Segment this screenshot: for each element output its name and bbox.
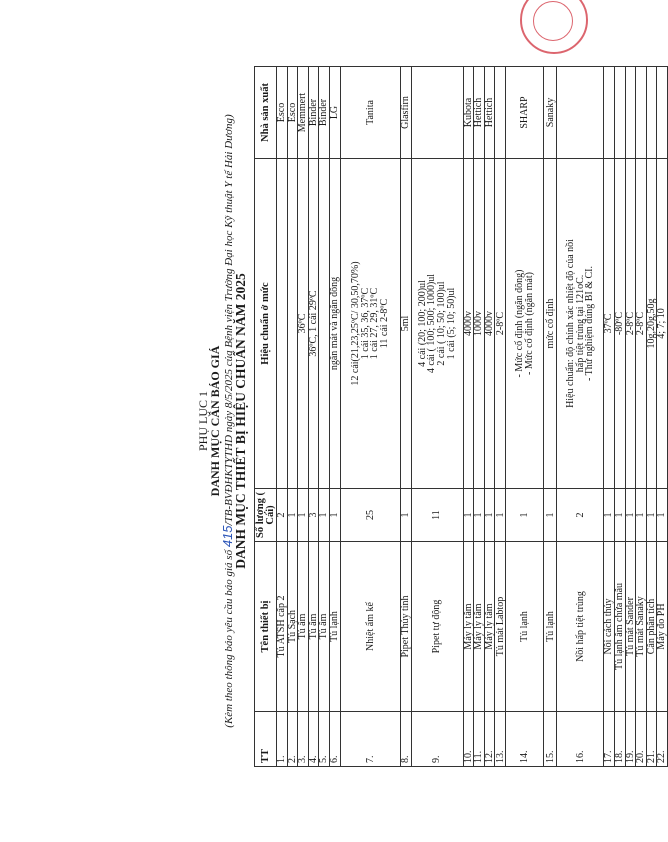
equipment-name: Tủ ấm — [298, 542, 309, 712]
manufacturer: Glasfirn — [400, 67, 411, 159]
table-title: DANH MỤC THIẾT BỊ HIỆU CHUẨN NĂM 2025 — [233, 273, 248, 569]
table-row — [400, 67, 411, 767]
table-row — [604, 67, 615, 767]
calibration-level: 2-8ºC — [625, 159, 636, 489]
row-index: 7. — [340, 712, 400, 767]
row-index: 1. — [277, 712, 288, 767]
table-row — [277, 67, 288, 767]
equipment-name: Nồi cách thủy — [604, 542, 615, 712]
row-index: 9. — [411, 712, 463, 767]
quantity: 25 — [340, 489, 400, 542]
manufacturer: SHARP — [506, 67, 544, 159]
manufacturer — [604, 67, 615, 159]
table-row — [319, 67, 330, 767]
row-index: 8. — [400, 712, 411, 767]
quantity: 1 — [484, 489, 495, 542]
quantity: 3 — [308, 489, 319, 542]
manufacturer — [614, 67, 625, 159]
calibration-level: - Mức cố định (ngăn đông) - Mức cố định (ngăn mát) — [506, 159, 544, 489]
seal-inner-ring — [533, 1, 573, 41]
calibration-level: mức cố định — [544, 159, 557, 489]
equipment-name: Tủ lạnh — [329, 542, 340, 712]
row-index: 12. — [484, 712, 495, 767]
equipment-name: Tủ Sạch — [287, 542, 298, 712]
row-index: 15. — [544, 712, 557, 767]
row-index: 6. — [329, 712, 340, 767]
quantity: 1 — [298, 489, 309, 542]
quantity: 1 — [474, 489, 485, 542]
calibration-level: 37ºC — [604, 159, 615, 489]
calibration-level: 4; 7; 10 — [657, 159, 668, 489]
calibration-level: 4000v — [484, 159, 495, 489]
calibration-level: 5ml — [400, 159, 411, 489]
manufacturer — [636, 67, 647, 159]
row-index: 2. — [287, 712, 298, 767]
equipment-name: Tủ lạnh âm chứa mẫu — [614, 542, 625, 712]
equipment-name: Tủ mát Labtop — [495, 542, 506, 712]
quantity: 1 — [400, 489, 411, 542]
quantity: 1 — [657, 489, 668, 542]
equipment-name: Máy đo PH — [657, 542, 668, 712]
column-header-tt: TT — [255, 712, 277, 767]
row-index: 18. — [614, 712, 625, 767]
row-index: 17. — [604, 712, 615, 767]
row-index: 3. — [298, 712, 309, 767]
manufacturer: Memmert — [298, 67, 309, 159]
manufacturer — [625, 67, 636, 159]
table-row — [614, 67, 625, 767]
equipment-name: Máy ly tâm — [484, 542, 495, 712]
table-row — [544, 67, 557, 767]
calibration-level: 1000v — [474, 159, 485, 489]
note-prefix: (Kèm theo thông báo yêu cầu báo giá số — [223, 547, 235, 728]
note-suffix: /TB-BVĐHKTYTHD ngày 8/5/2025 của Bệnh viện Trường Đại học Kỹ thuật Y tế Hải Dương) — [223, 114, 235, 526]
manufacturer — [411, 67, 463, 159]
table-row — [557, 67, 604, 767]
row-index: 13. — [495, 712, 506, 767]
calibration-level — [287, 159, 298, 489]
table-row — [287, 67, 298, 767]
table-row — [474, 67, 485, 767]
quantity: 2 — [277, 489, 288, 542]
equipment-name: Pipet tự động — [411, 542, 463, 712]
calibration-level: 12 cái(21,23,25ºC/ 30,50,70%) 1 cái 35, 36, 37ºC 1 cái 27, 29, 31ºC 11 cái 2-8ºC — [340, 159, 400, 489]
quantity: 1 — [319, 489, 330, 542]
calibration-level — [319, 159, 330, 489]
quantity: 1 — [506, 489, 544, 542]
manufacturer: Kubota — [463, 67, 474, 159]
equipment-table — [254, 66, 668, 767]
calibration-level: ngăn mát và ngăn đông — [329, 159, 340, 489]
column-header-maker: Nhà sản xuất — [255, 67, 277, 159]
document-title: DANH MỤC CẦN BÁO GIÁ — [208, 345, 222, 497]
quantity: 1 — [463, 489, 474, 542]
equipment-name: Tủ ấm — [308, 542, 319, 712]
calibration-level: 2-8ºC — [495, 159, 506, 489]
quantity: 11 — [411, 489, 463, 542]
table-row — [636, 67, 647, 767]
table-row — [646, 67, 657, 767]
manufacturer: Hettich — [474, 67, 485, 159]
calibration-level: -80ºC — [614, 159, 625, 489]
calibration-level: 4000v — [463, 159, 474, 489]
quantity: 1 — [625, 489, 636, 542]
row-index: 10. — [463, 712, 474, 767]
manufacturer: Tanita — [340, 67, 400, 159]
calibration-level: Hiệu chuẩn: độ chính xác nhiệt độ của nồi hấp tiệt trùng tại 121oC. - Thử nghiệm đúng BI & CI. — [557, 159, 604, 489]
row-index: 20. — [636, 712, 647, 767]
table-row — [625, 67, 636, 767]
table-row — [308, 67, 319, 767]
equipment-name: Pipet Thủy tinh — [400, 542, 411, 712]
equipment-name: Nồi hấp tiệt trùng — [557, 542, 604, 712]
table-row — [506, 67, 544, 767]
table-row — [484, 67, 495, 767]
table-row — [463, 67, 474, 767]
row-index: 21. — [646, 712, 657, 767]
manufacturer: Binder — [319, 67, 330, 159]
handwritten-number: 415 — [220, 525, 235, 548]
quantity: 1 — [636, 489, 647, 542]
quantity: 1 — [495, 489, 506, 542]
equipment-name: Tủ lạnh — [506, 542, 544, 712]
table-row — [495, 67, 506, 767]
column-header-qty: Số lượng ( Cái) — [255, 489, 277, 542]
quantity: 1 — [544, 489, 557, 542]
equipment-name: Tủ mát Sander — [625, 542, 636, 712]
table-header-row — [255, 67, 277, 767]
calibration-level: 10g,20g,50g — [646, 159, 657, 489]
table-row — [298, 67, 309, 767]
row-index: 22. — [657, 712, 668, 767]
equipment-name: Máy ly tâm — [463, 542, 474, 712]
row-index: 19. — [625, 712, 636, 767]
manufacturer — [646, 67, 657, 159]
calibration-level — [277, 159, 288, 489]
row-index: 16. — [557, 712, 604, 767]
equipment-name: Máy ly tâm — [474, 542, 485, 712]
quantity: 1 — [329, 489, 340, 542]
quantity: 1 — [287, 489, 298, 542]
manufacturer — [495, 67, 506, 159]
manufacturer: Sanaky — [544, 67, 557, 159]
equipment-name: Tủ lạnh — [544, 542, 557, 712]
manufacturer: Esco — [277, 67, 288, 159]
calibration-level: 36ºC, 1 cái 29ºC — [308, 159, 319, 489]
row-index: 11. — [474, 712, 485, 767]
quantity: 1 — [614, 489, 625, 542]
calibration-level: 36ºC — [298, 159, 309, 489]
calibration-level: 2-8ºC — [636, 159, 647, 489]
manufacturer: Hettich — [484, 67, 495, 159]
manufacturer — [557, 67, 604, 159]
equipment-name: Tủ ấm — [319, 542, 330, 712]
manufacturer: Esco — [287, 67, 298, 159]
calibration-level: 4 cái (20; 100; 200)ul 4 cái ( 100; 500; 1000)ul 2 cái ( 10; 50; 100)ul 1 cái (5; 10; 50)ul — [411, 159, 463, 489]
equipment-name: Tủ mát Sanaky — [636, 542, 647, 712]
quantity: 1 — [646, 489, 657, 542]
equipment-name: Tủ ATSH cấp 2 — [277, 542, 288, 712]
row-index: 5. — [319, 712, 330, 767]
quantity: 1 — [604, 489, 615, 542]
equipment-name: Nhiệt ẩm kế — [340, 542, 400, 712]
table-row — [411, 67, 463, 767]
row-index: 14. — [506, 712, 544, 767]
table-row — [657, 67, 668, 767]
appendix-label: PHỤ LỤC 1 — [196, 391, 210, 452]
column-header-level: Hiệu chuẩn ở mức — [255, 159, 277, 489]
row-index: 4. — [308, 712, 319, 767]
equipment-name: Cân phân tích — [646, 542, 657, 712]
manufacturer: LG — [329, 67, 340, 159]
column-header-name: Tên thiết bị — [255, 542, 277, 712]
manufacturer: Binder — [308, 67, 319, 159]
manufacturer — [657, 67, 668, 159]
official-seal-stamp — [520, 0, 588, 54]
table-row — [340, 67, 400, 767]
table-row — [329, 67, 340, 767]
quantity: 2 — [557, 489, 604, 542]
